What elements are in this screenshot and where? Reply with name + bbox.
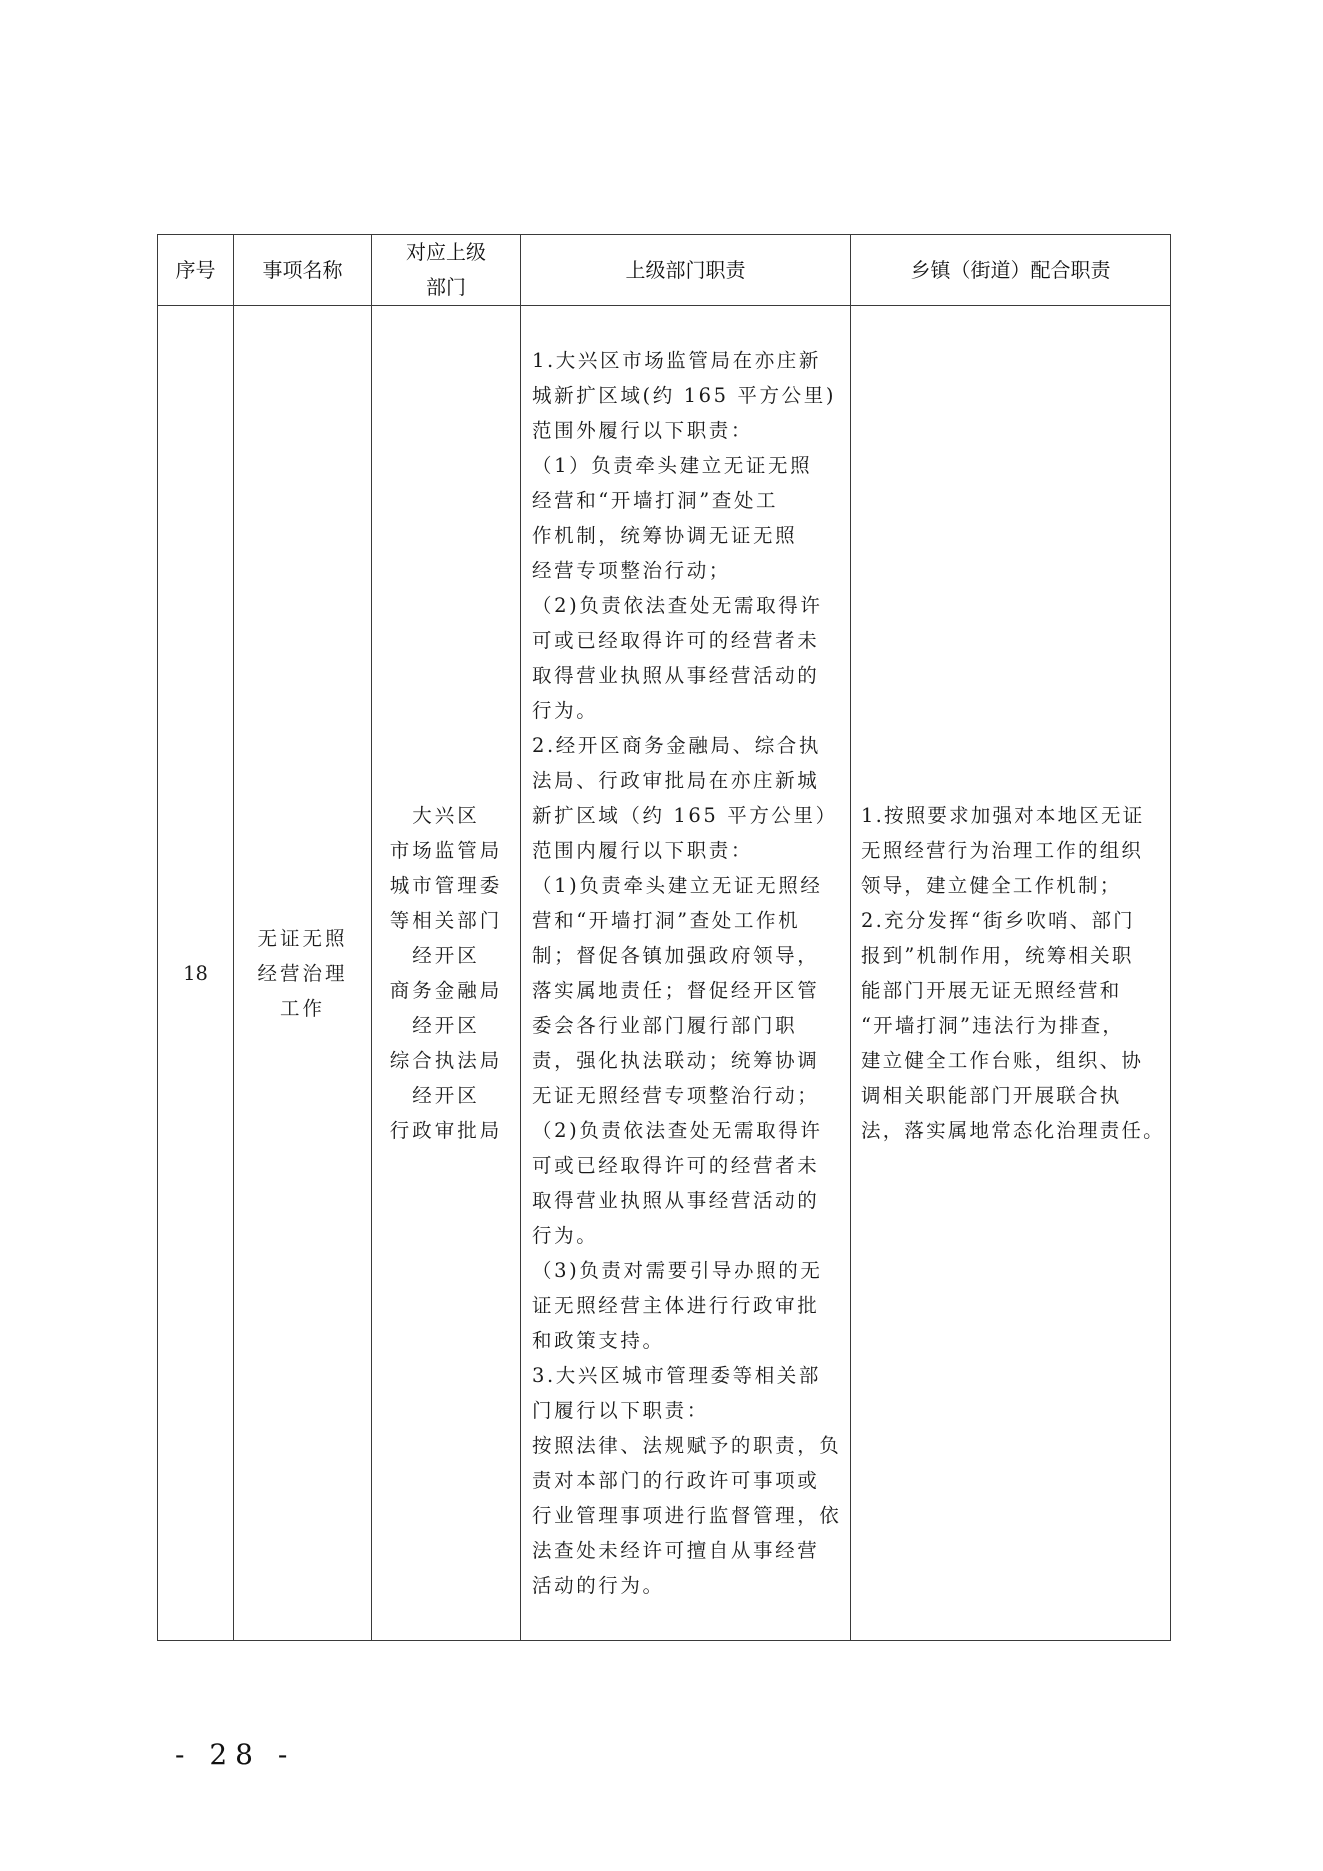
upper-duty-line: 2.经开区商务金融局、综合执 [532, 734, 822, 757]
town-duty-line: 法，落实属地常态化治理责任。 [861, 1119, 1165, 1142]
town-duty-line: 1.按照要求加强对本地区无证 [861, 804, 1145, 827]
header-dept-line2: 部门 [426, 275, 466, 299]
row-dept [372, 306, 521, 1641]
upper-duty-line: 经营和“开墙打洞”查处工 [532, 489, 779, 512]
town-duty-line: “开墙打洞”违法行为排查， [861, 1014, 1125, 1037]
upper-duty-line: 1.大兴区市场监管局在亦庄新 [532, 349, 822, 372]
dept-line: 商务金融局 [389, 979, 503, 1002]
row-town-duty [851, 306, 1171, 1641]
upper-duty-line: 责，强化执法联动；统筹协调 [532, 1049, 820, 1072]
upper-duty-line: 按照法律、法规赋予的职责，负 [532, 1434, 842, 1457]
dept-line: 等相关部门 [389, 909, 503, 932]
header-dept [372, 235, 521, 306]
dept-line: 经开区 [412, 944, 480, 967]
upper-duty-line: 和政策支持。 [532, 1329, 665, 1352]
upper-duty-line: （2)负责依法查处无需取得许 [532, 1119, 823, 1142]
upper-duty-line: 范围内履行以下职责： [532, 839, 754, 862]
row-item-name [234, 306, 372, 1641]
town-duty-line: 能部门开展无证无照经营和 [861, 979, 1122, 1002]
dept-line: 大兴区 [412, 804, 480, 827]
upper-duty-line: 3.大兴区城市管理委等相关部 [532, 1364, 822, 1387]
upper-duty-line: 责对本部门的行政许可事项或 [532, 1469, 820, 1492]
upper-duty-line: 行为。 [532, 1224, 599, 1247]
upper-duty-line: 落实属地责任；督促经开区管 [532, 979, 820, 1002]
upper-duty-line: 活动的行为。 [532, 1574, 665, 1597]
upper-duty-line: 取得营业执照从事经营活动的 [532, 664, 820, 687]
town-duty-line: 无照经营行为治理工作的组织 [861, 839, 1144, 862]
upper-duty-line: 行业管理事项进行监督管理，依 [532, 1504, 842, 1527]
item-name-line: 经营治理 [257, 961, 348, 985]
dept-line: 经开区 [412, 1014, 480, 1037]
dept-line: 行政审批局 [389, 1119, 503, 1142]
upper-duty-line: 经营专项整治行动； [532, 559, 731, 582]
upper-duty-line: 证无照经营主体进行行政审批 [532, 1294, 820, 1317]
upper-duty-line: 法查处未经许可擅自从事经营 [532, 1539, 820, 1562]
upper-duty-line: 门履行以下职责： [532, 1399, 709, 1422]
town-duty-line: 建立健全工作台账，组织、协 [861, 1049, 1144, 1072]
upper-duty-line: 城新扩区域(约 165 平方公里) [532, 384, 837, 407]
upper-duty-line: 范围外履行以下职责： [532, 419, 754, 442]
header-dept-line1: 对应上级 [406, 240, 486, 264]
town-duty-line: 领导，建立健全工作机制； [861, 874, 1122, 897]
dept-line: 综合执法局 [389, 1049, 503, 1072]
upper-duty-line: 作机制，统筹协调无证无照 [532, 524, 798, 547]
upper-duty-line: （1）负责牵头建立无证无照 [532, 454, 813, 477]
item-name-line: 工作 [279, 996, 325, 1020]
town-duty-line: 报到”机制作用，统筹相关职 [861, 944, 1134, 967]
upper-duty-line: （1)负责牵头建立无证无照经 [532, 874, 823, 897]
upper-duty-line: 委会各行业部门履行部门职 [532, 1014, 798, 1037]
item-name-line: 无证无照 [257, 926, 348, 950]
dept-line: 经开区 [412, 1084, 480, 1107]
header-upper-duty: 上级部门职责 [521, 235, 851, 306]
upper-duty-line: （3)负责对需要引导办照的无 [532, 1259, 823, 1282]
page-number: - 28 - [175, 1738, 296, 1771]
upper-duty-line: 取得营业执照从事经营活动的 [532, 1189, 820, 1212]
upper-duty-line: 可或已经取得许可的经营者未 [532, 629, 820, 652]
dept-line: 城市管理委 [389, 874, 503, 897]
table-row [158, 306, 1171, 1641]
table-header-row [158, 235, 1171, 306]
upper-duty-line: （2)负责依法查处无需取得许 [532, 594, 823, 617]
header-town-duty: 乡镇（街道）配合职责 [851, 235, 1171, 306]
town-duty-line: 2.充分发挥“街乡吹哨、部门 [861, 909, 1135, 932]
upper-duty-line: 营和“开墙打洞”查处工作机 [532, 909, 801, 932]
upper-duty-line: 法局、行政审批局在亦庄新城 [532, 769, 820, 792]
town-duty-line: 调相关职能部门开展联合执 [861, 1084, 1122, 1107]
duty-table [157, 234, 1171, 1641]
row-seq: 18 [158, 306, 234, 1641]
header-seq: 序号 [158, 235, 234, 306]
upper-duty-line: 新扩区域（约 165 平方公里） [532, 804, 838, 827]
dept-line: 市场监管局 [389, 839, 503, 862]
upper-duty-line: 行为。 [532, 699, 599, 722]
upper-duty-line: 制；督促各镇加强政府领导， [532, 944, 820, 967]
upper-duty-line: 可或已经取得许可的经营者未 [532, 1154, 820, 1177]
row-upper-duty [521, 306, 851, 1641]
upper-duty-line: 无证无照经营专项整治行动； [532, 1084, 820, 1107]
header-item-name: 事项名称 [234, 235, 372, 306]
